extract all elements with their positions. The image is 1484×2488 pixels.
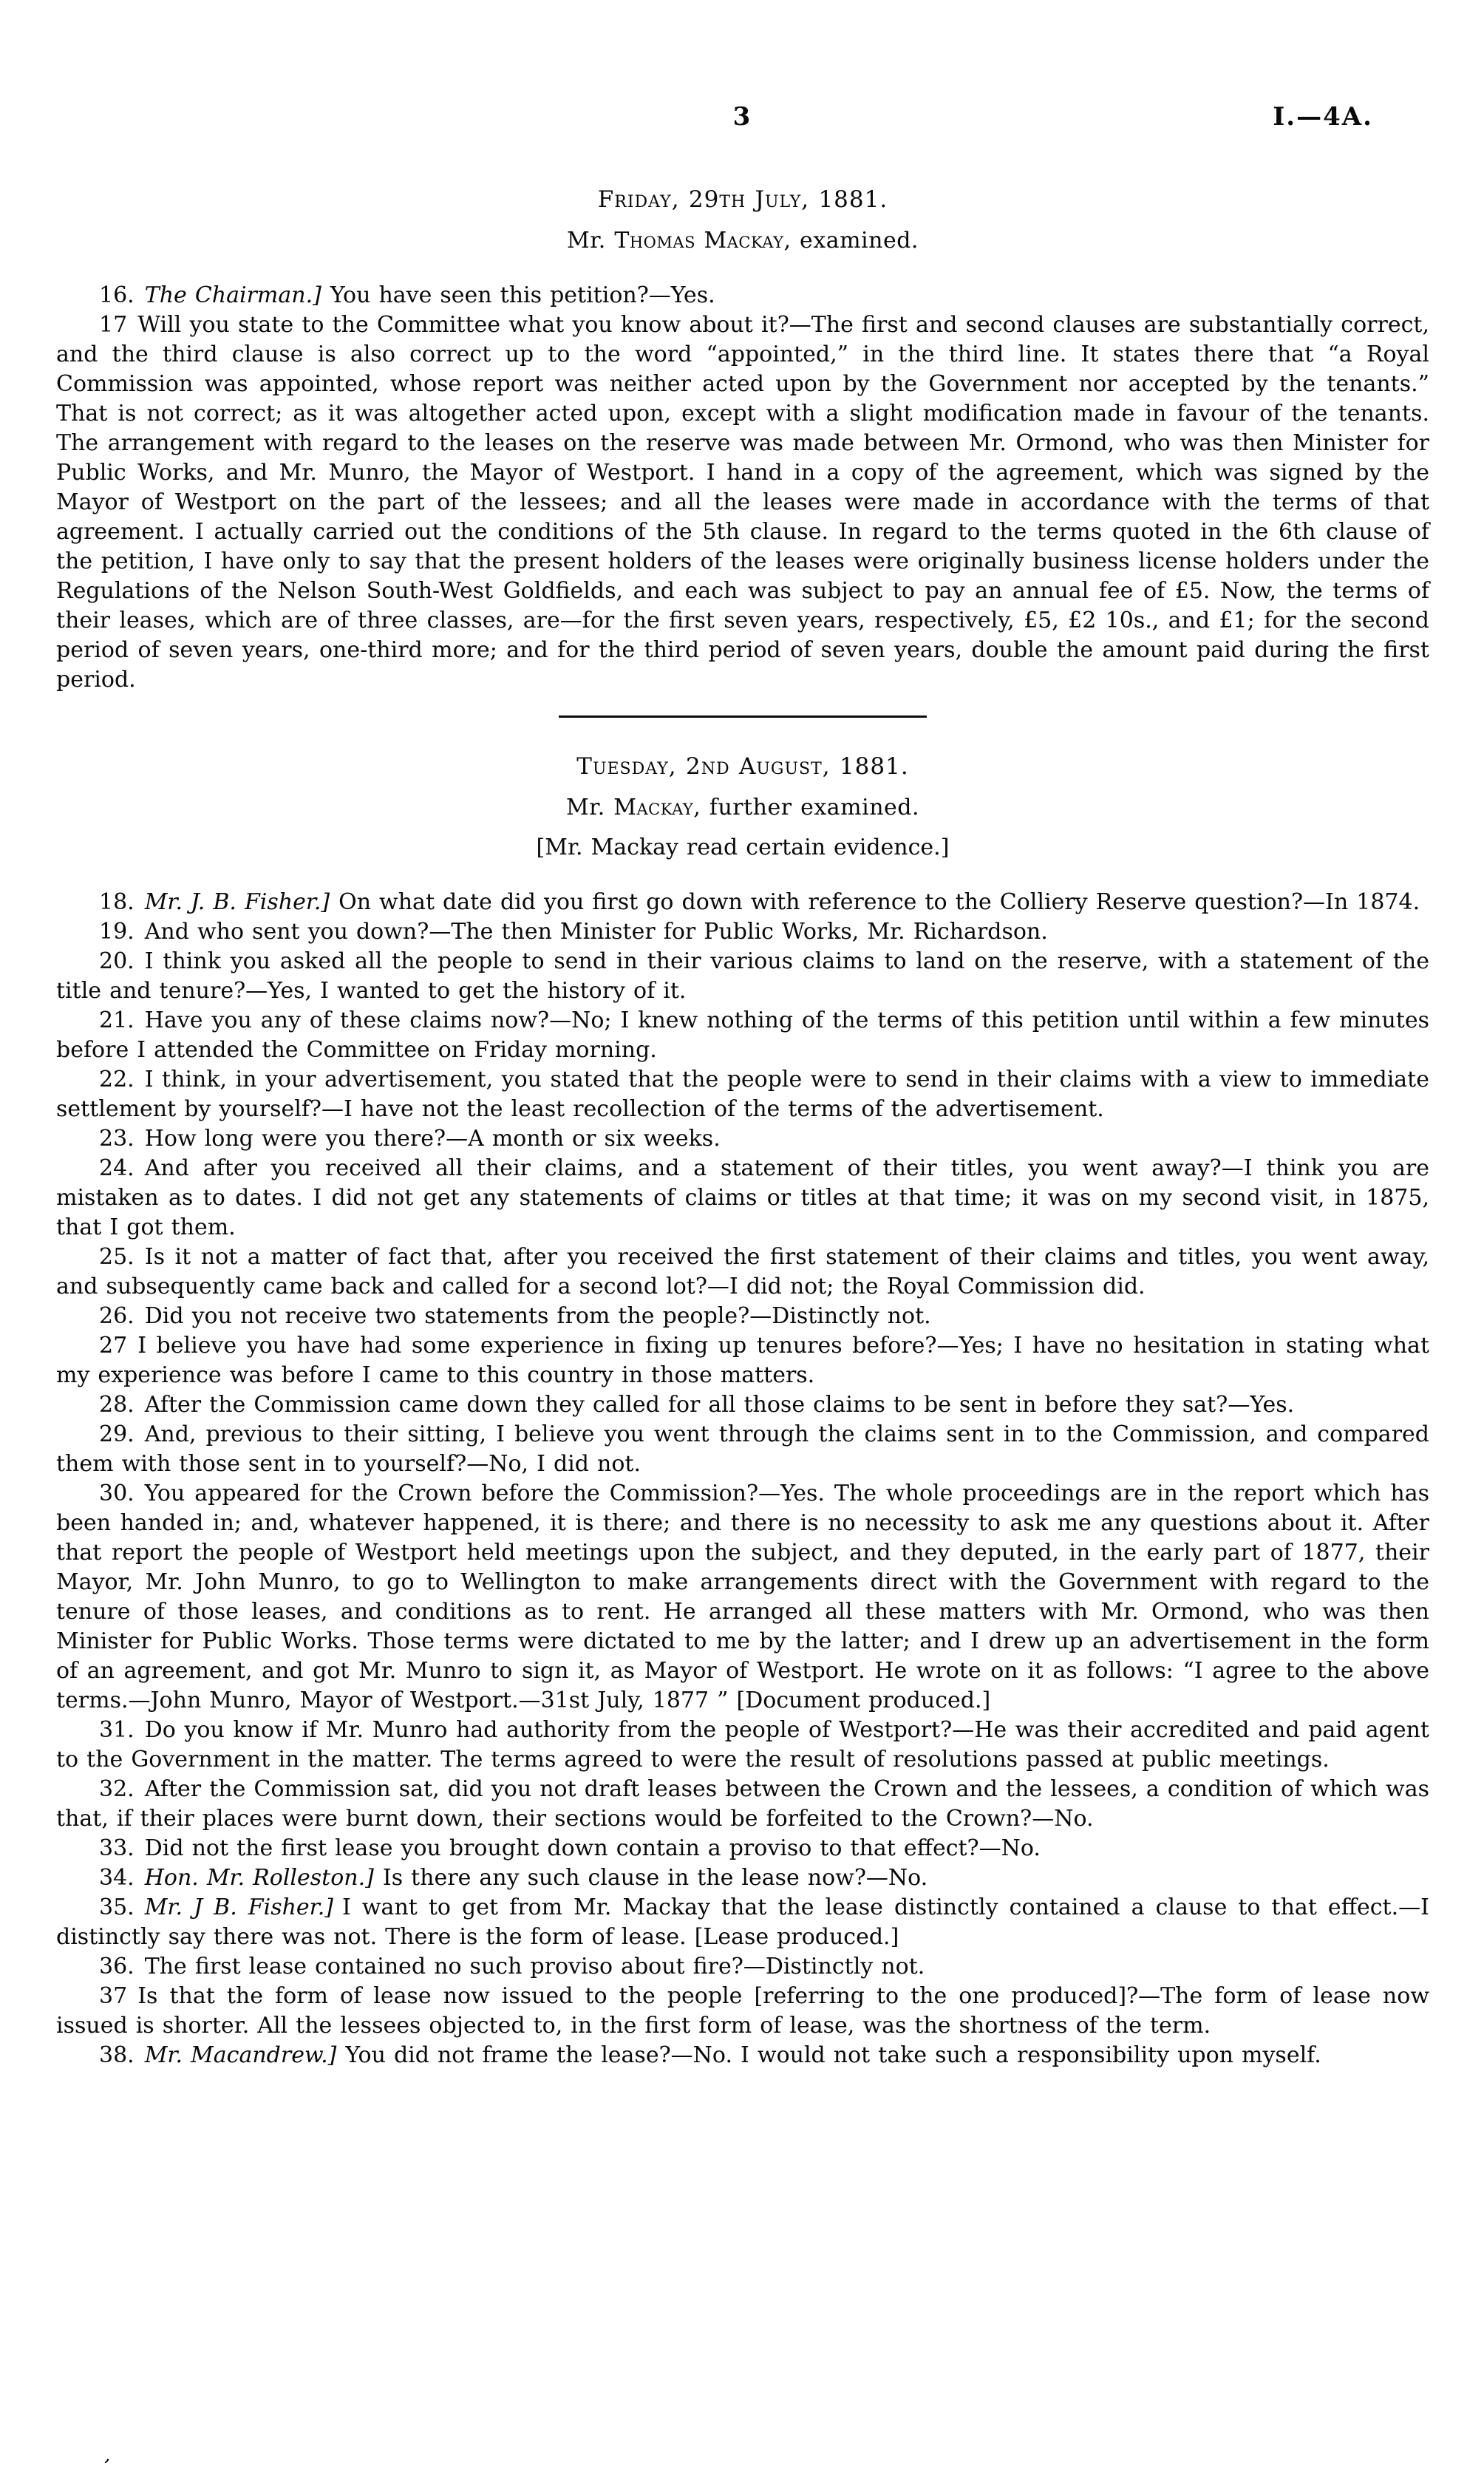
qa-text: I want to get from Mr. Mackay that the lease distinctly contained a clause to that effect.—I distinctly say there was not. There is the form of lease. [Lease produced.] — [56, 1894, 1429, 1950]
question-number: 25. — [99, 1244, 135, 1270]
question-number: 28. — [99, 1392, 135, 1418]
qa-text: You appeared for the Crown before the Commission?—Yes. The whole proceedings are in the report which has been handed in; and, whatever happened, it is there; and there is no necessity to ask me any questions about it. After that report the people of Westport held meetings upon the subject, and they deputed, in the early part of 1877, their Mayor, Mr. John Munro, to go to Wellington to make arrangements direct with the Government with regard to the tenure of those leases, and conditions as to rent. He arranged all these matters with Mr. Ormond, who was then Minister for Public Works. Those terms were dictated to me by the latter; and I drew up an advertisement in the form of an agreement, and got Mr. Munro to sign it, as Mayor of Westport. He wrote on it as follows: “I agree to the above terms.—John Munro, Mayor of Westport.—31st July, 1877 ” [Document produced.] — [56, 1481, 1429, 1713]
question-number: 31. — [99, 1717, 135, 1743]
qa-text: You have seen this petition?—Yes. — [330, 282, 715, 308]
session-date-heading — [56, 718, 1429, 783]
session-block — [56, 716, 1429, 2070]
document-reference: I.—4A. — [1273, 102, 1373, 132]
qa-paragraph — [56, 1716, 1429, 1775]
speaker-name: Mr. J. B. Fisher.] — [144, 889, 330, 915]
question-number: 38. — [99, 2042, 135, 2068]
session-block — [56, 183, 1429, 695]
ink-artifact: ’ — [98, 2455, 112, 2478]
speaker-name: Mr. Macandrew.] — [144, 2042, 337, 2068]
question-number: 18. — [99, 889, 135, 915]
qa-paragraph — [56, 1834, 1429, 1863]
examined-suffix: , examined. — [783, 228, 919, 254]
examined-prefix: Mr. — [567, 228, 615, 254]
qa-text: And, previous to their sitting, I believe you went through the claims sent in to the Commission, and compared them with those sent in to yourself?—No, I did not. — [56, 1421, 1429, 1477]
qa-text: Did you not receive two statements from the people?—Distinctly not. — [144, 1303, 931, 1329]
qa-paragraph — [56, 917, 1429, 947]
question-number: 20. — [99, 948, 135, 974]
qa-text: How long were you there?—A month or six weeks. — [144, 1126, 721, 1152]
speaker-name: Hon. Mr. Rolleston.] — [144, 1865, 374, 1891]
question-number: 21. — [99, 1007, 135, 1033]
qa-text: On what date did you first go down with reference to the Colliery Reserve question?—In 1874. — [338, 889, 1420, 915]
question-number: 27 — [99, 1333, 128, 1359]
speaker-name: Mr. J B. Fisher.] — [144, 1894, 333, 1920]
qa-paragraph — [56, 1952, 1429, 1982]
speaker-name: The Chairman.] — [144, 282, 321, 308]
qa-text: And who sent you down?—The then Minister for Public Works, Mr. Richardson. — [144, 919, 1048, 945]
question-number: 24. — [99, 1155, 135, 1181]
qa-text: And after you received all their claims, and a statement of their titles, you went away?—I think you are mistaken as to dates. I did not get any statements of claims or titles at that time; it was on my second visit, in 1875, that I got them. — [56, 1155, 1429, 1240]
session-date-text: Tuesday, 2nd August, 1881. — [576, 753, 909, 780]
question-number: 16. — [99, 282, 135, 308]
qa-paragraph — [56, 281, 1429, 310]
qa-text: Did not the first lease you brought down contain a proviso to that effect?—No. — [144, 1835, 1041, 1861]
qa-paragraph — [56, 1243, 1429, 1302]
qa-paragraph — [56, 2041, 1429, 2070]
qa-paragraph — [56, 1006, 1429, 1065]
qa-paragraph — [56, 1893, 1429, 1952]
qa-text: After the Commission came down they called for all those claims to be sent in before they sat?—Yes. — [144, 1392, 1295, 1418]
examined-heading — [56, 225, 1429, 257]
qa-text: The first lease contained no such proviso about fire?—Distinctly not. — [144, 1954, 925, 1979]
qa-text: Do you know if Mr. Munro had authority from the people of Westport?—He was their accredited and paid agent to the Government in the matter. The terms agreed to were the result of resolutions passed at public meetings. — [56, 1717, 1429, 1772]
qa-text: Have you any of these claims now?—No; I knew nothing of the terms of this petition until within a few minutes before I attended the Committee on Friday morning. — [56, 1007, 1429, 1063]
qa-paragraph-list — [56, 888, 1429, 2070]
question-number: 30. — [99, 1481, 135, 1506]
question-number: 35. — [99, 1894, 135, 1920]
question-number: 17 — [99, 312, 128, 338]
question-number: 26. — [99, 1303, 135, 1329]
stage-direction: [Mr. Mackay read certain evidence.] — [536, 835, 950, 860]
question-number: 32. — [99, 1776, 135, 1802]
examined-prefix: Mr. — [565, 795, 614, 820]
qa-paragraph — [56, 947, 1429, 1006]
qa-text: I believe you have had some experience in fixing up tenures before?—Yes; I have no hesitation in stating what my experience was before I came to this country in those matters. — [56, 1333, 1429, 1388]
session-date-text: Friday, 29th July, 1881. — [597, 186, 888, 213]
qa-paragraph — [56, 1302, 1429, 1331]
qa-paragraph — [56, 1154, 1429, 1243]
qa-text: I think, in your advertisement, you stated that the people were to send in their claims with a view to immediate settlement by yourself?—I have not the least recollection of the terms of the advertisement. — [56, 1067, 1429, 1122]
qa-text: Is it not a matter of fact that, after you received the first statement of their claims and titles, you went away, and subsequently came back and called for a second lot?—I did not; the Royal Commission did. — [56, 1244, 1429, 1299]
question-number: 23. — [99, 1126, 135, 1152]
qa-paragraph — [56, 1982, 1429, 2041]
question-number: 37 — [99, 1983, 128, 2009]
qa-paragraph — [56, 1124, 1429, 1154]
witness-name: Mackay — [613, 795, 694, 820]
page-number: 3 — [732, 102, 752, 132]
transcript-body — [56, 0, 1429, 2070]
witness-name: Thomas Mackay — [614, 228, 784, 254]
qa-paragraph — [56, 310, 1429, 695]
qa-paragraph — [56, 1479, 1429, 1716]
examined-suffix: , further examined. — [693, 795, 920, 820]
qa-paragraph — [56, 1775, 1429, 1834]
qa-text: Will you state to the Committee what you know about it?—The first and second clauses are substantially correct, and the third clause is also correct up to the word “appointed,” in the third line. It states there that “a Royal Commission was appointed, whose report was neither acted upon by the Government nor accepted by the tenants.” That is not correct; as it was altogether acted upon, except with a slight modification made in favour of the tenants. The arrangement with regard to the leases on the reserve was made between Mr. Ormond, who was then Minister for Public Works, and Mr. Munro, the Mayor of Westport. I hand in a copy of the agreement, which was signed by the Mayor of Westport on the part of the lessees; and all the leases were made in accordance with the terms of that agreement. I actually carried out the conditions of the 5th clause. In regard to the terms quoted in the 6th clause of the petition, I have only to say that the present holders of the leases were originally business license holders under the Regulations of the Nelson South-West Goldfields, and each was subject to pay an annual fee of £5. Now, the terms of their leases, which are of three classes, are—for the first seven years, respectively, £5, £2 10s., and £1; for the second period of seven years, one-third more; and for the third period of seven years, double the amount paid during the first period. — [56, 312, 1429, 693]
qa-text: Is that the form of lease now issued to the people [referring to the one produced]?—The form of lease now issued is shorter. All the lessees objected to, in the first form of lease, was the shortness of the term. — [56, 1983, 1429, 2039]
qa-text: After the Commission sat, did you not draft leases between the Crown and the lessees, a condition of which was that, if their places were burnt down, their sections would be forfeited to the Crown?—No. — [56, 1776, 1429, 1832]
qa-paragraph — [56, 1863, 1429, 1893]
examined-heading — [56, 792, 1429, 824]
qa-paragraph — [56, 1420, 1429, 1479]
qa-paragraph — [56, 888, 1429, 917]
qa-text: Is there any such clause in the lease now?—No. — [382, 1865, 928, 1891]
question-number: 33. — [99, 1835, 135, 1861]
qa-paragraph — [56, 1065, 1429, 1124]
question-number: 36. — [99, 1954, 135, 1979]
question-number: 34. — [99, 1865, 135, 1891]
qa-text: I think you asked all the people to send in their various claims to land on the reserve, with a statement of the title and tenure?—Yes, I wanted to get the history of it. — [56, 948, 1429, 1004]
qa-paragraph — [56, 1390, 1429, 1420]
qa-paragraph — [56, 1331, 1429, 1390]
qa-text: You did not frame the lease?—No. I would not take such a responsibility upon myself. — [345, 2042, 1321, 2068]
question-number: 22. — [99, 1067, 135, 1092]
question-number: 19. — [99, 919, 135, 945]
question-number: 29. — [99, 1421, 135, 1447]
session-date-heading — [56, 183, 1429, 216]
qa-paragraph-list — [56, 281, 1429, 695]
